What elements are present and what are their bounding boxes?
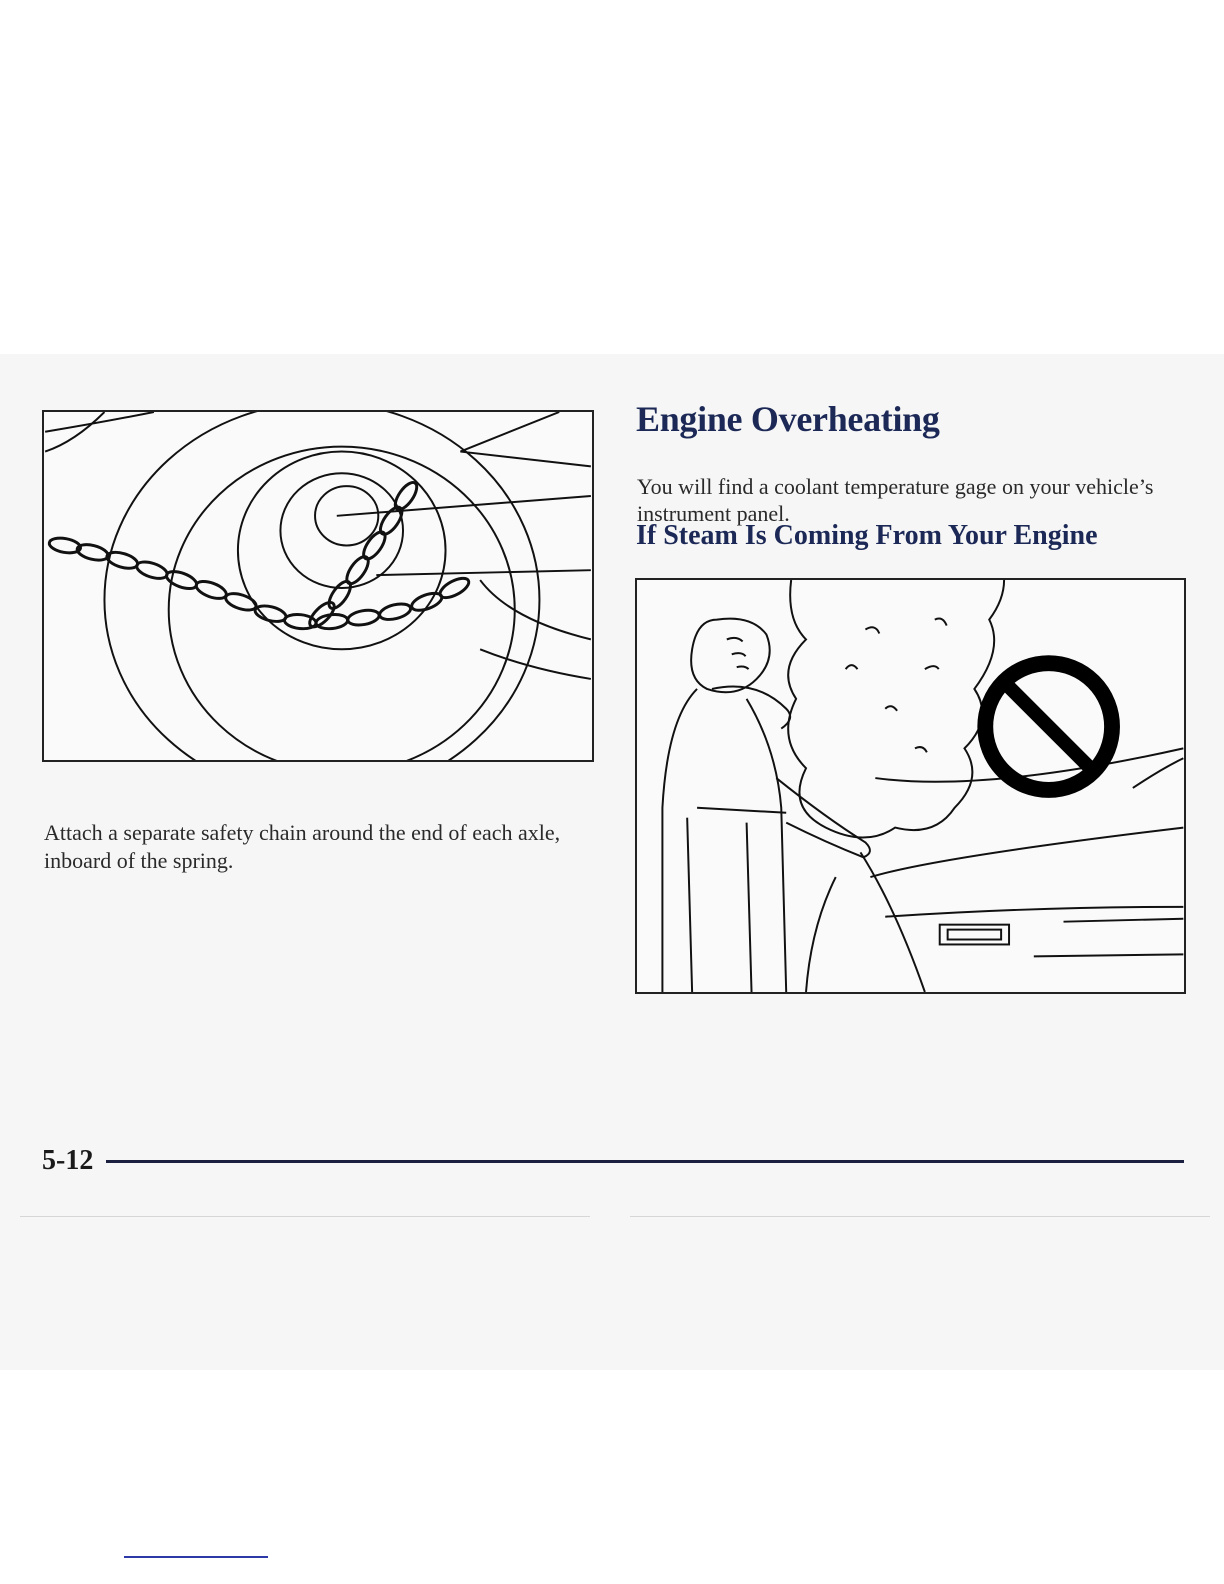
car-hood — [860, 852, 924, 992]
faint-divider-left — [20, 1216, 590, 1217]
steam-warning-drawing — [637, 580, 1184, 992]
faint-divider-right — [630, 1216, 1210, 1217]
chain-caption: Attach a separate safety chain around the end of each axle, inboard of the spring. — [44, 820, 561, 873]
wheel-chain-drawing — [44, 412, 592, 760]
subsection-heading: If Steam Is Coming From Your Engine — [636, 520, 1098, 551]
chain-links-diagonal — [306, 479, 421, 631]
section-heading: Engine Overheating — [636, 399, 940, 439]
do-not-symbol — [985, 663, 1112, 790]
page-number: 5-12 — [42, 1145, 94, 1176]
steaming-engine-illustration — [635, 578, 1186, 994]
person-head — [691, 619, 770, 693]
bottom-link-underline[interactable] — [124, 1556, 268, 1558]
axle-chain-illustration — [42, 410, 594, 762]
footer-rule — [106, 1160, 1184, 1163]
intro-paragraph: You will find a coolant temperature gage on your vehicle’s instrument panel. — [637, 474, 1154, 526]
